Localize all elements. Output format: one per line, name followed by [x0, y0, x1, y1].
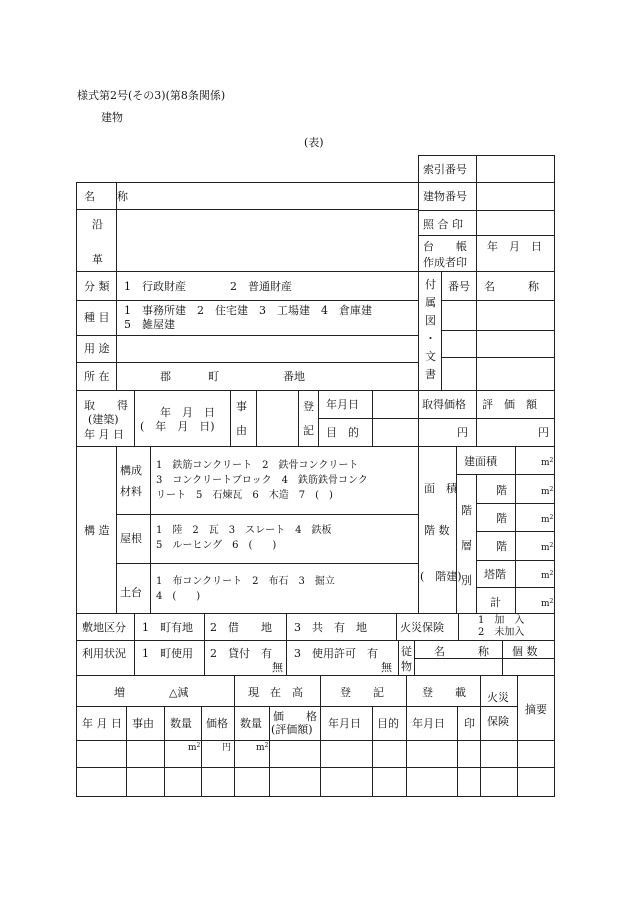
form-title: 様式第2号(その3)(第8条関係): [77, 89, 226, 102]
location-gun: 郡: [160, 370, 171, 383]
location-cho: 町: [208, 370, 219, 383]
col-reason: 事由: [132, 717, 154, 730]
acq-price-yen: 円: [457, 426, 468, 439]
usage-option-3b: 無: [381, 661, 392, 674]
ledger-current-header: 現 在 高: [248, 686, 303, 699]
acq-date-paren: ( 年 月 日): [140, 420, 215, 433]
acq-reg-1: 登: [303, 400, 314, 413]
acq-price-label: 取得価格: [422, 398, 466, 411]
base-line-1: 1 布コンクリート 2 布石 3 掘立: [156, 576, 335, 587]
ledger-record-header: 登 載: [422, 686, 466, 699]
total-label: 計: [490, 596, 501, 609]
attached-char-5: 文: [425, 350, 436, 363]
acq-label-3: 年 月 日: [84, 428, 124, 441]
floor-label-1: 階: [496, 484, 507, 497]
acq-date: 年 月 日: [160, 406, 215, 419]
attached-char-4: ・: [425, 332, 436, 345]
col-valuation-2: (評価額): [271, 723, 313, 736]
index-number-label: 索引番号: [423, 163, 467, 176]
col-seal: 印: [464, 717, 475, 730]
area-label: 面 積: [424, 482, 457, 495]
tower-floor-label: 塔階: [484, 568, 506, 581]
use-label: 用 途: [84, 342, 110, 355]
per-floor-char-3: 別: [461, 574, 472, 587]
acq-reg-date: 年月日: [326, 398, 359, 411]
floor-label-2: 階: [496, 512, 507, 525]
attached-char-6: 書: [425, 368, 436, 381]
fire-insurance-option-2: 2 未加入: [478, 627, 525, 638]
ledger-registration-header: 登 記: [340, 686, 384, 699]
usage-option-1: 1 町使用: [142, 647, 193, 660]
acq-reg-2: 記: [303, 424, 314, 437]
site-option-3: 3 共 有 地: [294, 621, 367, 634]
usage-option-2b: 無: [272, 661, 283, 674]
col-quantity: 数量: [170, 717, 192, 730]
acq-reason-2: 由: [236, 424, 247, 437]
building-area-label: 建面積: [464, 455, 497, 468]
floors-label: 階 数: [424, 524, 450, 537]
material-line-3: リート 5 石煉瓦 6 木造 7 ( ): [156, 490, 333, 501]
area-unit-3: $m^2$: [541, 514, 554, 525]
ledger-author-label-1: 台 帳: [423, 240, 467, 253]
accessory-char-1: 従: [401, 645, 412, 658]
acq-label-2: (建築): [88, 413, 119, 426]
accessory-char-2: 物: [401, 660, 412, 673]
ledger-unit-m-2: $m^2$: [256, 742, 269, 753]
attached-number-header: 番号: [448, 280, 470, 293]
site-label: 敷地区分: [82, 621, 126, 634]
col-date: 年 月 日: [82, 717, 122, 730]
acq-reg-purpose: 目 的: [326, 426, 359, 439]
check-seal-label: 照 合 印: [423, 218, 463, 231]
base-line-2: 4 ( ): [156, 591, 201, 602]
area-unit-5: $m^2$: [541, 570, 554, 581]
ledger-fire-2: 保険: [487, 715, 509, 728]
usage-option-2a: 2 貸付 有: [210, 647, 272, 660]
col-quantity-current: 数量: [240, 717, 262, 730]
col-price: 価格: [206, 717, 228, 730]
col-purpose: 目的: [377, 717, 399, 730]
ledger-date: 年 月 日: [487, 240, 542, 253]
classification-options: 1 行政財産 2 普通財産: [124, 280, 292, 293]
acq-valuation-label: 評 価 額: [482, 398, 537, 411]
category-label: 建物: [101, 111, 123, 124]
ledger-unit-m-1: $m^2$: [188, 742, 201, 753]
per-floor-char-1: 階: [461, 504, 472, 517]
structure-label: 構 造: [84, 524, 110, 537]
acq-reason-1: 事: [236, 400, 247, 413]
type-options-line-1: 1 事務所建 2 住宅建 3 工場建 4 倉庫建: [124, 304, 372, 317]
area-unit-6: $m^2$: [541, 598, 554, 609]
roof-label: 屋根: [120, 532, 142, 545]
name-label: 名 称: [84, 190, 128, 203]
location-banchi: 番地: [283, 370, 305, 383]
material-label-2: 材料: [120, 485, 142, 498]
attached-char-2: 属: [425, 296, 436, 309]
material-line-1: 1 鉄筋コンクリート 2 鉄骨コンクリート: [156, 460, 359, 471]
usage-label: 利用状況: [82, 647, 126, 660]
usage-option-3a: 3 使用許可 有: [294, 647, 378, 660]
acq-valuation-yen: 円: [538, 426, 549, 439]
roof-line-1: 1 陸 2 瓦 3 スレート 4 鉄板: [156, 525, 332, 536]
floors-count: ( 階建): [420, 570, 462, 583]
classification-label: 分 類: [84, 280, 110, 293]
ledger-author-label-2: 作成者印: [423, 256, 467, 269]
ledger-change-header: 増 △減: [114, 686, 189, 699]
fire-insurance-label: 火災保険: [400, 621, 444, 634]
type-label: 種 目: [84, 311, 110, 324]
type-options-line-2: 5 雑屋建: [124, 318, 175, 331]
fire-insurance-option-1: 1 加 入: [478, 615, 525, 626]
building-number-label: 建物番号: [423, 190, 467, 203]
attached-char-3: 図: [425, 314, 436, 327]
ledger-unit-yen: 円: [222, 743, 232, 753]
acq-label-1: 取 得: [84, 399, 128, 412]
roof-line-2: 5 ルーヒング 6 ( ): [156, 540, 277, 551]
ledger-fire-1: 火災: [487, 691, 509, 704]
material-label-1: 構成: [120, 464, 142, 477]
history-label-top: 沿: [92, 218, 103, 231]
area-unit-4: $m^2$: [541, 542, 554, 553]
area-unit-1: $m^2$: [541, 457, 554, 468]
side-label: (表): [304, 136, 324, 149]
area-unit-2: $m^2$: [541, 486, 554, 497]
per-floor-char-2: 層: [461, 539, 472, 552]
history-label-bottom: 革: [92, 253, 103, 266]
ledger-remarks-header: 摘要: [525, 703, 547, 716]
accessory-name-header: 名 称: [434, 645, 489, 658]
attached-char-1: 付: [425, 278, 436, 291]
attached-name-header: 名 称: [484, 280, 539, 293]
floor-label-3: 階: [496, 540, 507, 553]
site-option-1: 1 町有地: [142, 621, 193, 634]
base-label: 土台: [120, 586, 142, 599]
site-option-2: 2 借 地: [210, 621, 272, 634]
col-record-date: 年月日: [412, 717, 445, 730]
material-line-2: 3 コンクリートブロック 4 鉄筋鉄骨コンク: [156, 475, 368, 486]
col-reg-date: 年月日: [328, 717, 361, 730]
location-label: 所 在: [84, 370, 110, 383]
col-valuation-1: 価 格: [273, 710, 317, 723]
accessory-count-header: 個 数: [512, 645, 538, 658]
